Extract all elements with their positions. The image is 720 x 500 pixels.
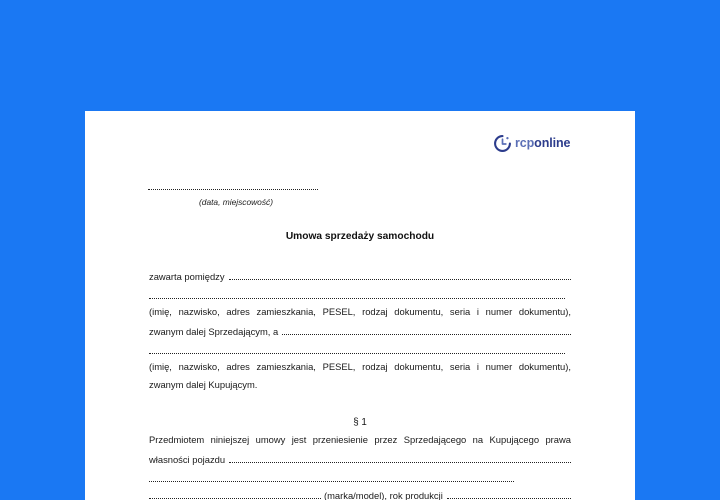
seller-field-row-2 bbox=[149, 287, 565, 301]
party-details-1: (imię, nazwisko, adres zamieszkania, PESEL, rodzaj dokumentu, seria i numer dokumentu), bbox=[149, 306, 571, 317]
section-1-heading: § 1 bbox=[353, 417, 367, 428]
buyer-field-row bbox=[149, 323, 571, 337]
make-model-row bbox=[149, 487, 571, 500]
document-page bbox=[85, 111, 635, 500]
production-year-field bbox=[447, 490, 571, 499]
brand-name: rcponline bbox=[515, 136, 571, 150]
seller-field-line-2 bbox=[149, 290, 565, 299]
buyer-field-line-1 bbox=[282, 326, 571, 335]
clock-icon bbox=[493, 134, 512, 153]
vehicle-field-row bbox=[149, 451, 571, 465]
date-place-field bbox=[148, 179, 318, 190]
buyer-label: zwanym dalej Kupującym. bbox=[149, 379, 258, 390]
seller-label: zwanym dalej Sprzedającym, a bbox=[149, 326, 279, 337]
seller-field-line-1 bbox=[229, 271, 571, 280]
buyer-field-line-2 bbox=[149, 345, 565, 354]
date-place-label: (data, miejscowość) bbox=[199, 197, 274, 207]
party-details-2: (imię, nazwisko, adres zamieszkania, PESEL, rodzaj dokumentu, seria i numer dokumentu), bbox=[149, 361, 571, 372]
make-model-label: (marka/model), rok produkcji bbox=[324, 490, 443, 500]
clause-1-line-2: własności pojazdu bbox=[149, 454, 226, 465]
clause-1-line-1: Przedmiotem niniejszej umowy jest przeniesienie przez Sprzedającego na Kupującego prawa bbox=[149, 434, 571, 445]
make-model-field bbox=[149, 490, 321, 499]
seller-field-row bbox=[149, 268, 571, 282]
brand-logo bbox=[493, 132, 570, 154]
buyer-field-row-2 bbox=[149, 342, 565, 356]
vehicle-field-line-2 bbox=[149, 473, 514, 482]
contracted-between-label: zawarta pomiędzy bbox=[149, 271, 225, 282]
document-title: Umowa sprzedaży samochodu bbox=[285, 231, 435, 242]
vehicle-field-row-2 bbox=[149, 470, 514, 484]
vehicle-field-line-1 bbox=[229, 454, 571, 463]
